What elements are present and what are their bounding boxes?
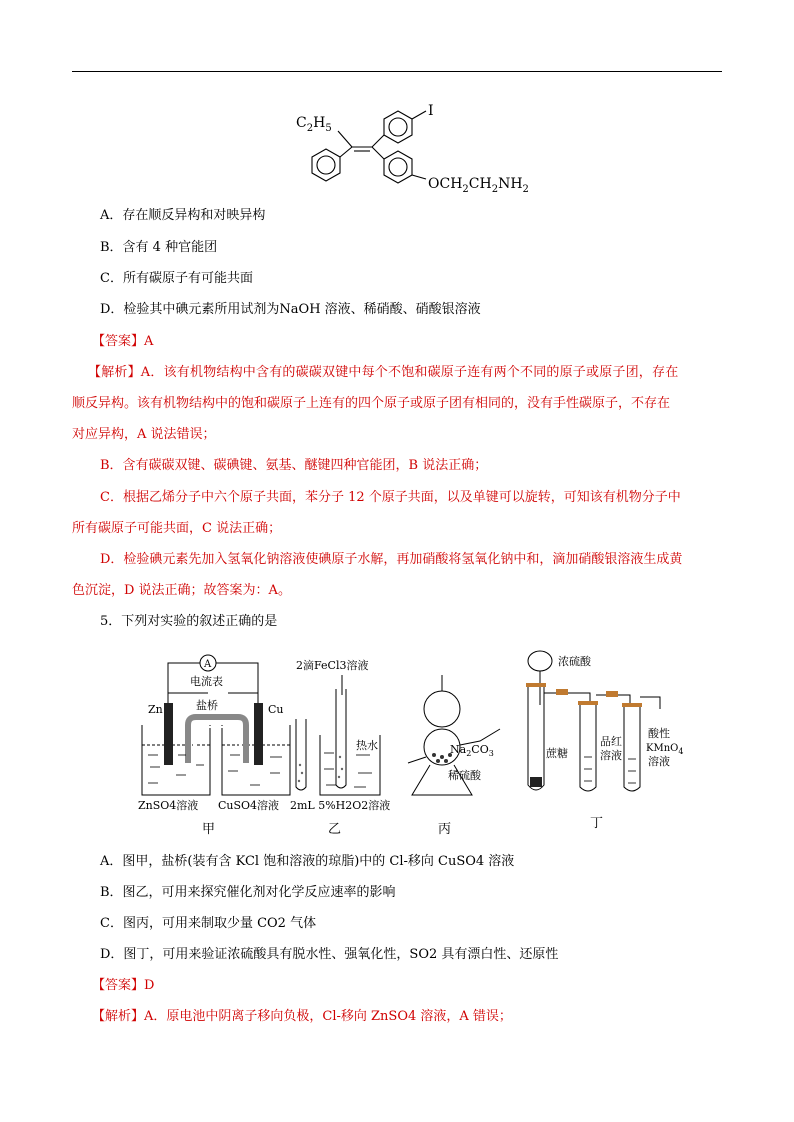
- q5-option-a: A．图甲，盐桥(装有含 KCl 饱和溶液的琼脂)中的 Cl-移向 CuSO4 溶液: [100, 854, 515, 869]
- yi-bottom-label: 2mL 5%H2O2溶液: [290, 799, 391, 812]
- bing-na2co3-label: $Na_2CO_3$: [450, 743, 494, 758]
- ding-pinhong-label: 品红: [600, 735, 622, 748]
- ding-kmno4-c: 溶液: [648, 755, 670, 768]
- jia-cu-label: Cu: [268, 703, 284, 716]
- q4-explanation-line-1: 【解析】A．该有机物结构中含有的碳碳双键中每个不饱和碳原子连有两个不同的原子或原子团，存在: [88, 365, 679, 380]
- jia-left-solution: ZnSO4溶液: [138, 799, 199, 812]
- ding-sugar-label: 蔗糖: [546, 747, 568, 760]
- svg-text:A: A: [204, 659, 212, 670]
- yi-top-label: 2滴FeCl3溶液: [296, 659, 369, 672]
- iodo-label: I: [428, 103, 434, 119]
- jia-right-solution: CuSO4溶液: [218, 799, 280, 812]
- ding-acid-label: 浓硫酸: [558, 655, 591, 668]
- q5-option-c: C．图丙，可用来制取少量 CO2 气体: [100, 916, 317, 931]
- q4-explanation-line-5: C．根据乙烯分子中六个原子共面，苯分子 12 个原子共面，以及单键可以旋转，可知该有机物分子中: [100, 490, 681, 505]
- q4-explanation-line-2: 顺反异构。该有机物结构中的饱和碳原子上连有的四个原子或原子团有相同的，没有手性碳原子，不存在: [72, 396, 671, 411]
- q4-explanation-line-7: D．检验碘元素先加入氢氧化钠溶液使碘原子水解，再加硝酸将氢氧化钠中和，滴加硝酸银溶液生成黄: [100, 552, 683, 567]
- header-rule: [72, 71, 722, 72]
- q4-explanation-line-8: 色沉淀，D 说法正确；故答案为：A。: [72, 583, 291, 598]
- jia-zn-label: Zn: [148, 703, 163, 716]
- ding-pinhong-solution: 溶液: [600, 749, 622, 762]
- q4-explanation-line-4: B．含有碳碳双键、碳碘键、氨基、醚键四种官能团，B 说法正确；: [100, 458, 488, 473]
- jia-meter-label: 电流表: [190, 675, 223, 688]
- ether-label: $OCH_2CH_2NH_2$: [428, 176, 529, 195]
- q5-option-b: B．图乙，可用来探究催化剂对化学反应速率的影响: [100, 885, 396, 900]
- bing-caption: 丙: [438, 822, 452, 837]
- q4-option-b: B．含有 4 种官能团: [100, 240, 218, 255]
- q4-option-d: D．检验其中碘元素所用试剂为NaOH 溶液、稀硝酸、硝酸银溶液: [100, 302, 481, 317]
- q4-explanation-line-6: 所有碳原子可能共面，C 说法正确；: [72, 521, 282, 536]
- q4-explanation-line-3: 对应异构，A 说法错误；: [72, 427, 216, 442]
- q5-stem: 5．下列对实验的叙述正确的是: [100, 614, 278, 629]
- q4-option-c: C．所有碳原子有可能共面: [100, 271, 253, 286]
- q5-option-d: D．图丁，可用来验证浓硫酸具有脱水性、强氧化性，SO2 具有漂白性、还原性: [100, 947, 559, 962]
- q4-answer: 【答案】A: [92, 334, 154, 349]
- ding-kmno4-a: 酸性: [648, 727, 670, 740]
- jia-bridge-label: 盐桥: [196, 699, 218, 712]
- ethyl-label: $C_2H_5$: [296, 115, 332, 134]
- q4-option-a: A．存在顺反异构和对映异构: [100, 208, 266, 223]
- jia-caption: 甲: [202, 822, 216, 837]
- q5-explanation-line-1: 【解析】A．原电池中阴离子移向负极，Cl-移向 ZnSO4 溶液，A 错误；: [92, 1009, 512, 1024]
- molecule-structure: [280, 95, 550, 205]
- yi-hot-label: 热水: [356, 739, 378, 752]
- ding-kmno4-b: KMnO$_4$: [646, 743, 684, 756]
- bing-acid-label: 稀硫酸: [448, 769, 481, 782]
- yi-caption: 乙: [328, 822, 342, 837]
- ding-caption: 丁: [590, 816, 604, 831]
- q5-apparatus-figure: [130, 645, 690, 840]
- q5-answer: 【答案】D: [92, 978, 155, 993]
